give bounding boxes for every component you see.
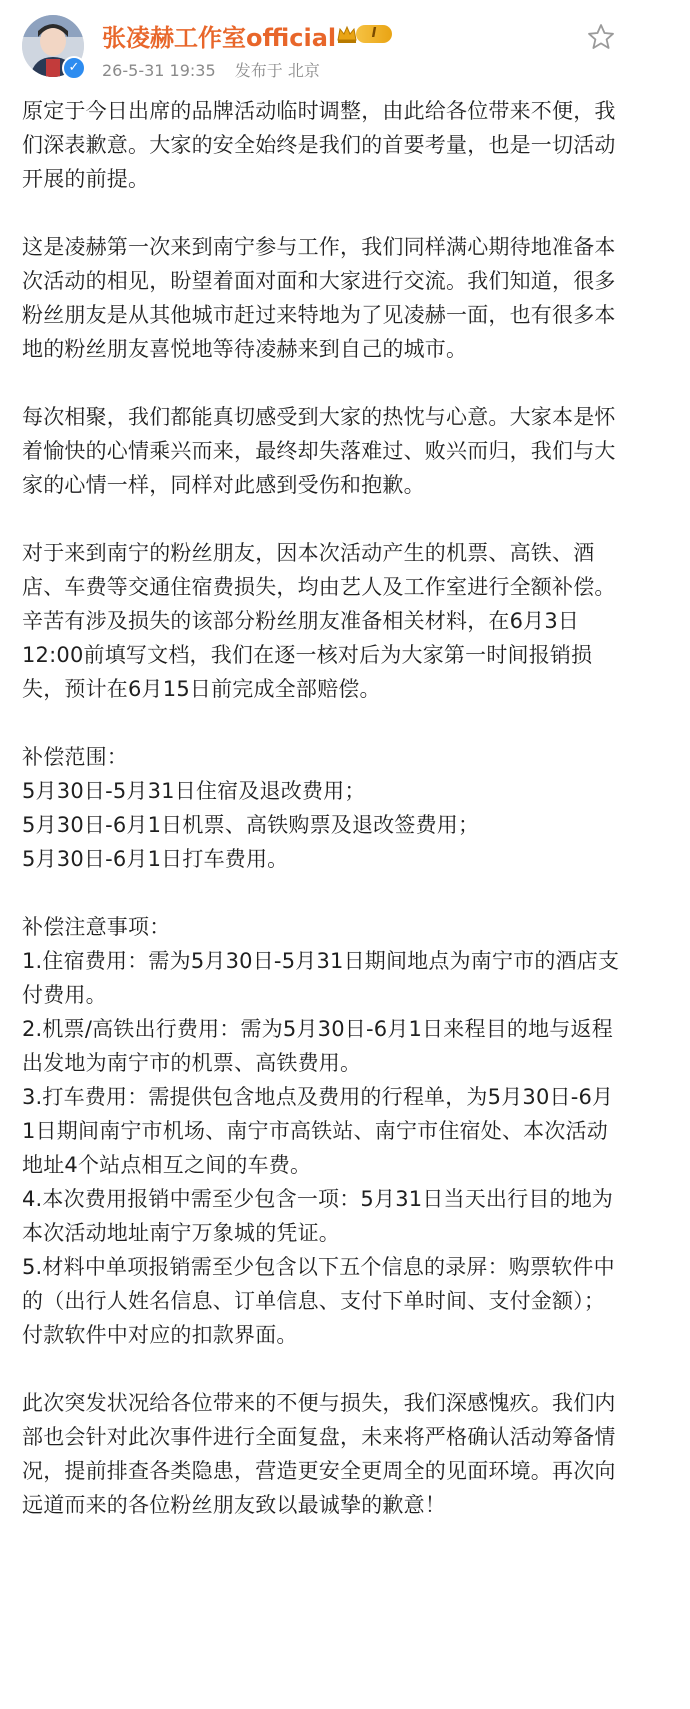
- closing-paragraph: 此次突发状况给各位带来的不便与损失，我们深感愧疚。我们内部也会针对此次事件进行全面复盘，未来将严格确认活动筹备情况，提前排查各类隐患，营造更安全更周全的见面环境。再次向远道而来的各位粉丝朋友致以最诚挚的歉意！: [22, 1391, 616, 1517]
- paragraph: 对于来到南宁的粉丝朋友，因本次活动产生的机票、高铁、酒店、车费等交通住宿费损失，均由艺人及工作室进行全额补偿。辛苦有涉及损失的该部分粉丝朋友准备相关材料，在6月3日12:00前填写文档，我们在逐一核对后为大家第一时间报销损失，预计在6月15日前完成全部赔偿。: [22, 541, 616, 701]
- note-item: 4.本次费用报销中需至少包含一项：5月31日当天出行目的地为本次活动地址南宁万象城的凭证。: [22, 1187, 614, 1245]
- notes-title: 补偿注意事项：: [22, 915, 171, 939]
- post-timestamp: 26-5-31 19:35: [102, 61, 216, 80]
- paragraph: 这是凌赫第一次来到南宁参与工作，我们同样满心期待地准备本次活动的相见，盼望着面对面和大家进行交流。我们知道，很多粉丝朋友是从其他城市赶过来特地为了见凌赫一面，也有很多本地的粉丝朋友喜悦地等待凌赫来到自己的城市。: [22, 235, 616, 361]
- favorite-star-icon[interactable]: [586, 22, 616, 52]
- scope-item: 5月30日-5月31日住宿及退改费用；: [22, 779, 366, 803]
- verified-badge-icon: ✓: [62, 56, 86, 80]
- scope-item: 5月30日-6月1日机票、高铁购票及退改签费用；: [22, 813, 480, 837]
- note-item: 3.打车费用：需提供包含地点及费用的行程单，为5月30日-6月1日期间南宁市机场、南宁市高铁站、南宁市住宿处、本次活动地址4个站点相互之间的车费。: [22, 1085, 614, 1177]
- note-item: 2.机票/高铁出行费用：需为5月30日-6月1日来程目的地与返程出发地为南宁市的机票、高铁费用。: [22, 1017, 613, 1075]
- compensation-notes: [22, 910, 620, 1352]
- vip-level: I: [356, 25, 392, 43]
- scope-title: 补偿范围：: [22, 745, 128, 769]
- scope-item: 5月30日-6月1日打车费用。: [22, 847, 289, 871]
- note-item: 5.材料中单项报销需至少包含以下五个信息的录屏：购票软件中的（出行人姓名信息、订单信息、支付下单时间、支付金额）；付款软件中对应的扣款界面。: [22, 1255, 615, 1347]
- compensation-scope: [22, 740, 620, 876]
- paragraph: 原定于今日出席的品牌活动临时调整，由此给各位带来不便，我们深表歉意。大家的安全始终是我们的首要考量，也是一切活动开展的前提。: [22, 99, 616, 191]
- author-name[interactable]: 张凌赫工作室official: [102, 24, 337, 52]
- post-source: 发布于 北京: [234, 61, 320, 80]
- vip-badge[interactable]: [336, 23, 392, 45]
- post-header: [0, 0, 690, 100]
- paragraph: 每次相聚，我们都能真切感受到大家的热忱与心意。大家本是怀着愉快的心情乘兴而来，最终却失落难过、败兴而归，我们与大家的心情一样，同样对此感到受伤和抱歉。: [22, 405, 616, 497]
- crown-icon: [336, 23, 358, 45]
- post-body: [22, 94, 620, 1556]
- post-meta: [102, 58, 334, 81]
- note-item: 1.住宿费用：需为5月30日-5月31日期间地点为南宁市的酒店支付费用。: [22, 949, 620, 1007]
